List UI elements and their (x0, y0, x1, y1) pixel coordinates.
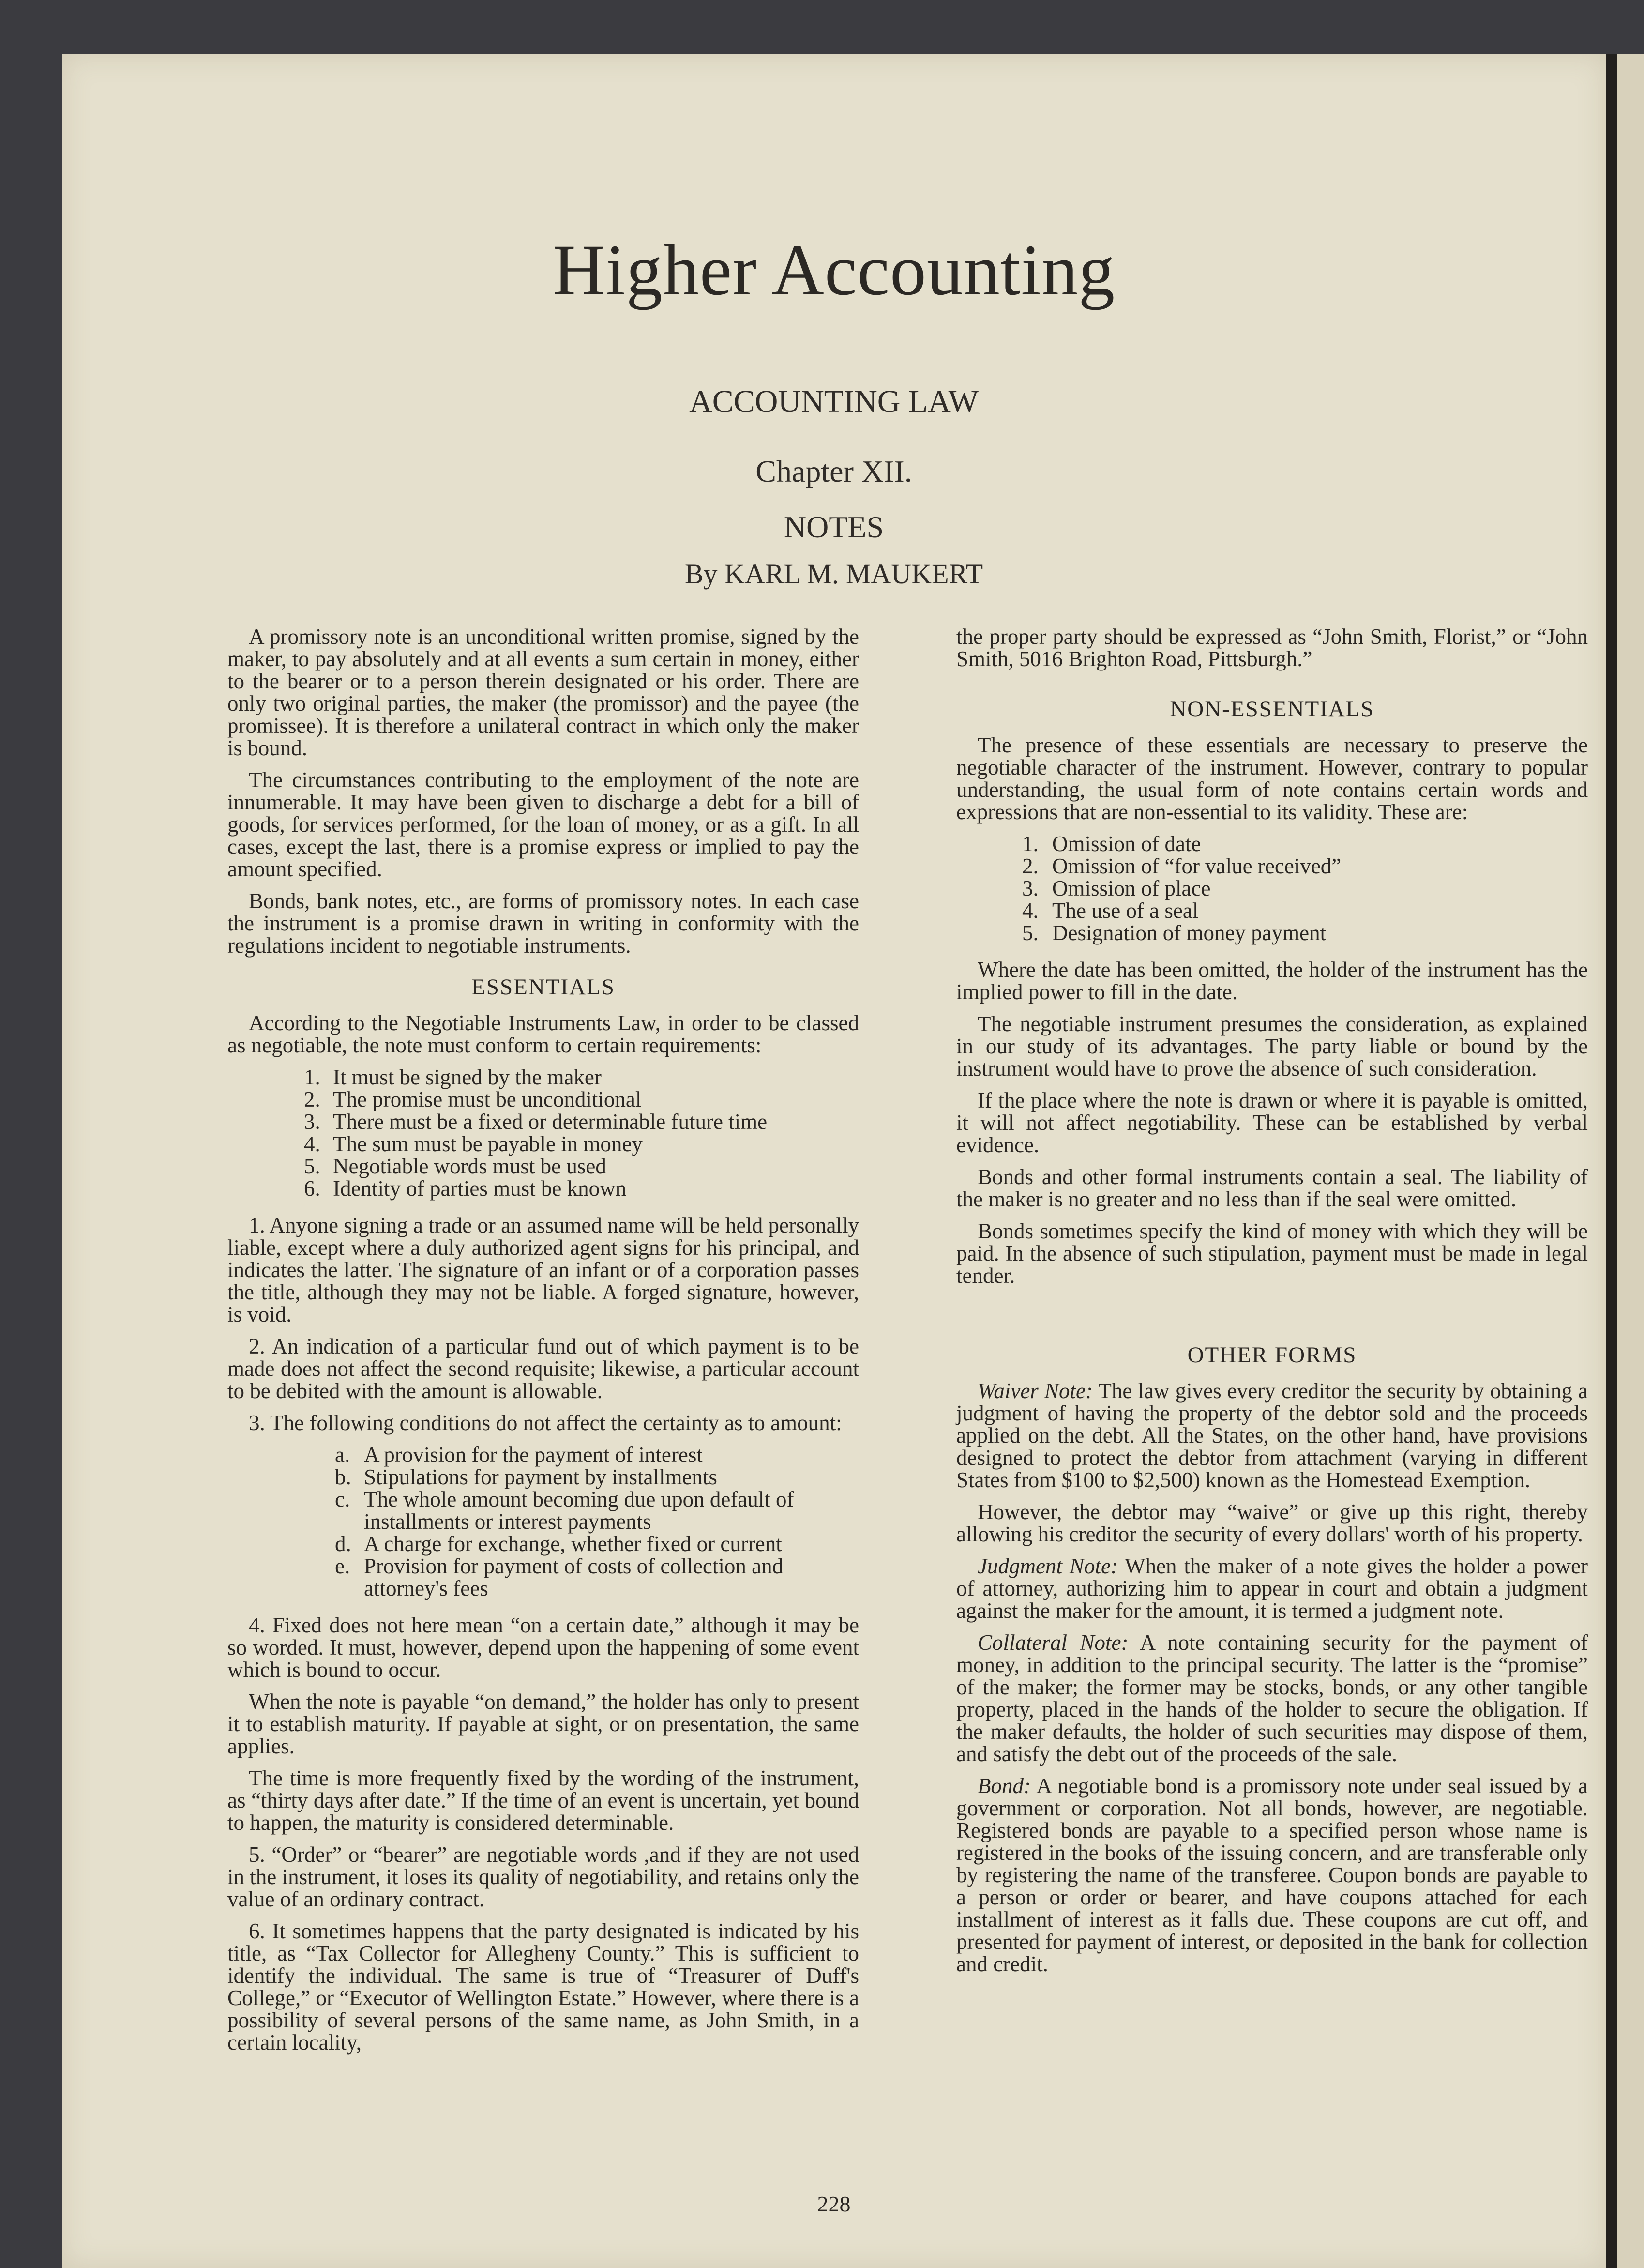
left-column (227, 625, 859, 2063)
paragraph: 4. Fixed does not here mean “on a certain date,” although it may be so worded. It must, however, depend upon the happening of some event which is bound to occur. (227, 1613, 859, 1682)
paragraph: 2. An indication of a particular fund out of which payment is to be made does not affect the second requisite; likewise, a particular account to be debited with the amount is allowable. (227, 1334, 859, 1403)
paragraph: Where the date has been omitted, the holder of the instrument has the implied power to fill in the date. (956, 958, 1588, 1004)
term-label: Collateral Note: (978, 1630, 1129, 1655)
list-item: 2. The promise must be unconditional (304, 1087, 642, 1111)
paragraph: A promissory note is an unconditional written promise, signed by the maker, to pay absolutely and at all events a sum certain in money, either to the bearer or to a person therein designated or his order. There are only two original parties, the maker (the promissor) and the payee (the promissee). It is therefore a unilateral contract in which only the maker is bound. (227, 624, 859, 760)
list-item: 5. Negotiable words must be used (304, 1154, 606, 1178)
paragraph: The negotiable instrument presumes the consideration, as explained in our study of its advantages. The party liable or bound by the instrument would have to prove the absence of such consideration. (956, 1012, 1588, 1081)
list-item: 4. The use of a seal (1022, 898, 1199, 923)
list-item: 3. There must be a fixed or determinable future time (304, 1110, 768, 1134)
list-item: 2. Omission of “for value received” (1022, 854, 1342, 878)
paragraph: The circumstances contributing to the employment of the note are innumerable. It may have been given to discharge a debt for a bill of goods, for services performed, for the loan of money, or as a gift. In all cases, except the last, there is a promise express or implied to pay the amount specified. (227, 768, 859, 881)
paragraph: 1. Anyone signing a trade or an assumed name will be held personally liable, except where a duly authorized agent signs for his principal, and indicates the latter. The signature of an infant or of a corporation passes the title, although they may not be liable. A forged signature, however, is void. (227, 1213, 859, 1326)
paragraph-bond: Bond: A negotiable bond is a promissory note under seal issued by a government or corporation. Not all bonds, however, are negotiable. Registered bonds are payable to a specified person whose name is registered in the books of the issuing concern, and are transferable only by registering the name of the transferee. Coupon bonds are payable to a person or order or bearer, and have coupons attached for each installment of interest as it falls due. These coupons are cut off, and presented for payment of interest, or deposited in the bank for collection and credit. (956, 1774, 1588, 1976)
right-column (956, 625, 1588, 1985)
list-item: e. Provision for payment of costs of collection and attorney's fees (335, 1554, 784, 1600)
list-item: 1. It must be signed by the maker (304, 1065, 602, 1089)
non-essentials-heading: NON-ESSENTIALS (1170, 697, 1374, 722)
paragraph: 3. The following conditions do not affect the certainty as to amount: (249, 1411, 842, 1435)
page-number: 228 (817, 2192, 851, 2216)
paragraph-collateral-note: Collateral Note: A note containing security for the payment of money, in addition to the principal security. The latter is the “promise” of the maker; the former may be stocks, bonds, or any other tangible property, placed in the hands of the holder to secure the obligation. If the maker defaults, the holder of such securities may dispose of them, and satisfy the debt out of the proceeds of the sale. (956, 1630, 1588, 1766)
list-item: a. A provision for the payment of interest (335, 1443, 703, 1467)
list-item: 5. Designation of money payment (1022, 921, 1327, 945)
term-label: Waiver Note: (978, 1379, 1093, 1403)
essentials-heading: ESSENTIALS (471, 974, 615, 1000)
paragraph: According to the Negotiable Instruments Law, in order to be classed as negotiable, the note must conform to certain requirements: (227, 1011, 859, 1057)
paragraph: 5. “Order” or “bearer” are negotiable words ,and if they are not used in the instrument, it loses its quality of negotiability, and retains only the value of an ordinary contract. (227, 1842, 859, 1911)
list-item: c. The whole amount becoming due upon default of installments or interest payments (335, 1487, 794, 1534)
section-subtitle: ACCOUNTING LAW (689, 384, 979, 419)
adjacent-page-edge (1617, 54, 1644, 2268)
other-forms-heading: OTHER FORMS (1187, 1342, 1357, 1368)
list-item: b. Stipulations for payment by installments (335, 1465, 717, 1489)
chapter-heading: Chapter XII. (755, 454, 912, 488)
paragraph: Bonds, bank notes, etc., are forms of promissory notes. In each case the instrument is a promise drawn in writing in conformity with the regulations incident to negotiable instruments. (227, 889, 859, 958)
list-item: 3. Omission of place (1022, 876, 1211, 900)
requirements-list (227, 1066, 859, 1200)
paragraph: When the note is payable “on demand,” the holder has only to present it to establish maturity. If payable at sight, or on presentation, the same applies. (227, 1690, 859, 1758)
page-title: Higher Accounting (552, 230, 1116, 310)
paragraph: the proper party should be expressed as “John Smith, Florist,” or “John Smith, 5016 Brighton Road, Pittsburgh.” (956, 624, 1588, 671)
paragraph: 6. It sometimes happens that the party designated is indicated by his title, as “Tax Collector for Allegheny County.” This is sufficient to identify the individual. The same is true of “Treasurer of Duff's College,” or “Executor of Wellington Estate.” However, where there is a possibility of several persons of the same name, as John Smith, in a certain locality, (227, 1919, 859, 2055)
chapter-title: NOTES (784, 510, 884, 544)
list-item: 6. Identity of parties must be known (304, 1176, 627, 1201)
term-label: Judgment Note: (978, 1554, 1118, 1578)
paragraph-judgment-note: Judgment Note: When the maker of a note gives the holder a power of attorney, authorizing him to appear in court and obtain a judgment against the maker for the amount, it is termed a judgment note. (956, 1554, 1588, 1623)
list-item: 1. Omission of date (1022, 832, 1201, 856)
paragraph: However, the debtor may “waive” or give up this right, thereby allowing his creditor the security of every dollars' worth of his property. (956, 1500, 1588, 1546)
paragraph: Bonds sometimes specify the kind of money with which they will be paid. In the absence of such stipulation, payment must be made in legal tender. (956, 1219, 1588, 1288)
paragraph: If the place where the note is drawn or where it is payable is omitted, it will not affect negotiability. These can be established by verbal evidence. (956, 1088, 1588, 1157)
book-page (62, 54, 1606, 2268)
paragraph: Bonds and other formal instruments contain a seal. The liability of the maker is no greater and no less than if the seal were omitted. (956, 1165, 1588, 1211)
non-essentials-list (956, 833, 1588, 944)
list-item: 4. The sum must be payable in money (304, 1132, 643, 1156)
author-byline: By KARL M. MAUKERT (684, 558, 983, 590)
paragraph: The presence of these essentials are necessary to preserve the negotiable character of the instrument. However, contrary to popular understanding, the usual form of note contains certain words and expressions that are non-essential to its validity. These are: (956, 733, 1588, 824)
page-gutter (1606, 54, 1617, 2268)
conditions-list (227, 1444, 859, 1599)
list-item: d. A charge for exchange, whether fixed or current (335, 1532, 782, 1556)
paragraph: The time is more frequently fixed by the wording of the instrument, as “thirty days after date.” If the time of an event is uncertain, yet bound to happen, the maturity is considered determinable. (227, 1766, 859, 1835)
term-label: Bond: (978, 1774, 1031, 1798)
paragraph-waiver-note: Waiver Note: The law gives every creditor the security by obtaining a judgment of having the property of the debtor sold and the proceeds applied on the debt. All the States, on the other hand, have provisions designed to protect the debtor from attachment (varying in different States from $100 to $2,500) known as the Homestead Exemption. (956, 1379, 1588, 1492)
